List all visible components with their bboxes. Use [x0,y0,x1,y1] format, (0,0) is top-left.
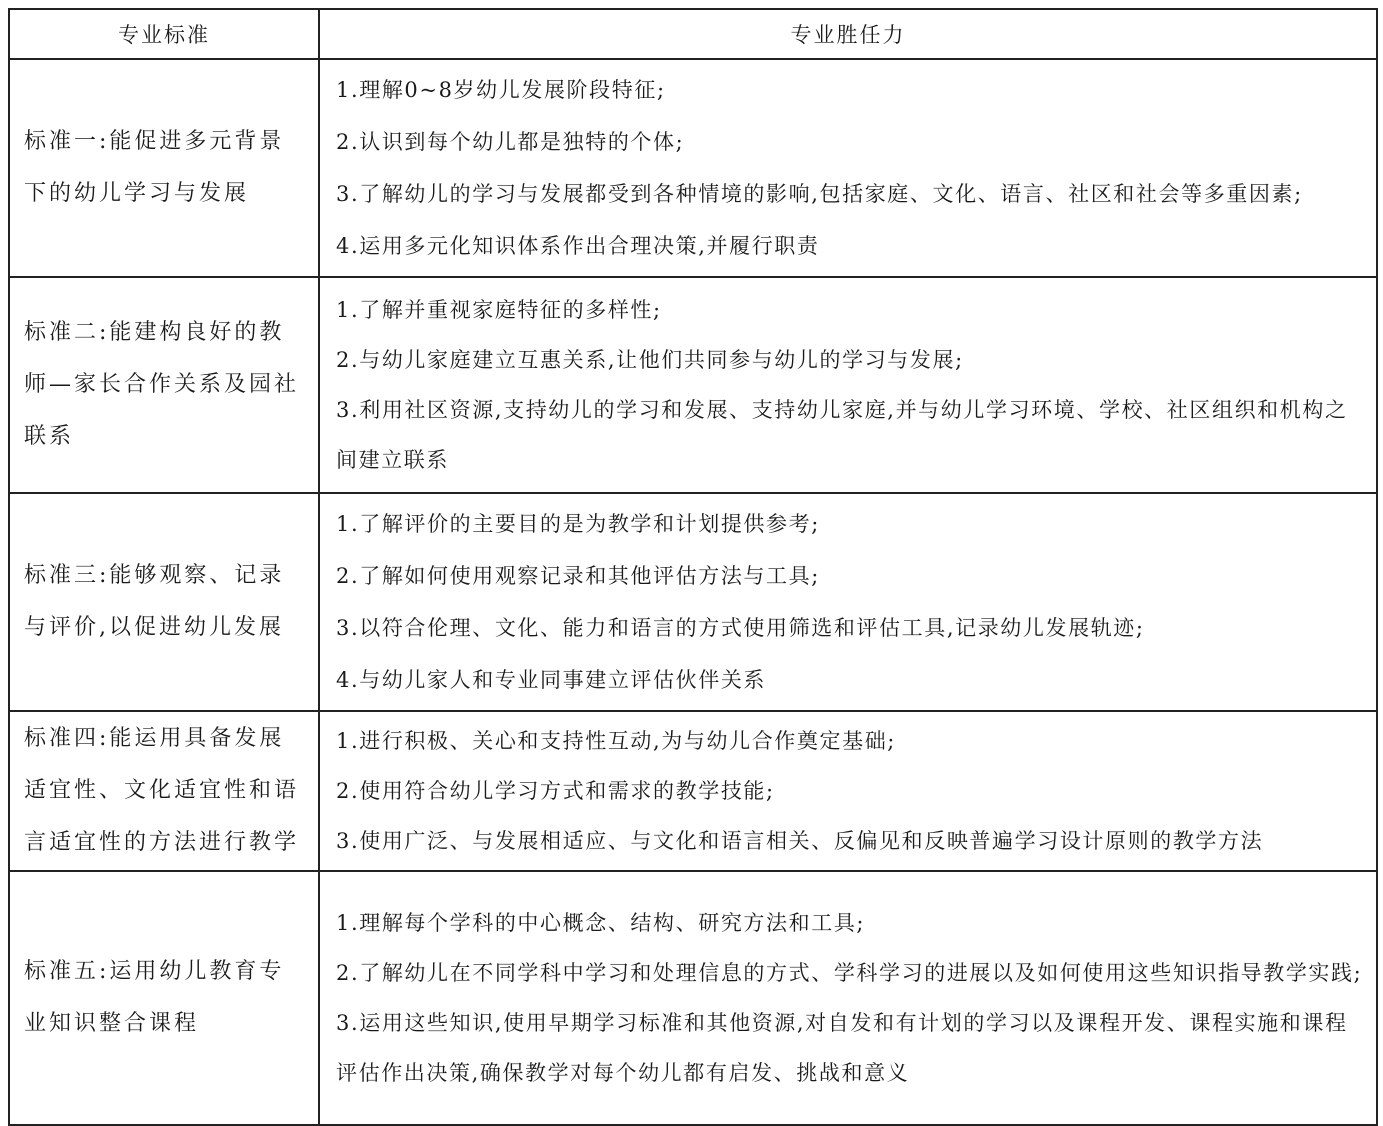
competency-item: 1.理解每个学科的中心概念、结构、研究方法和工具; [336,911,866,935]
competency-item: 3.了解幼儿的学习与发展都受到各种情境的影响,包括家庭、文化、语言、社区和社会等多重因素; [336,182,1303,206]
competency-item: 4.与幼儿家人和专业同事建立评估伙伴关系 [336,668,767,692]
competency-cell [319,711,1377,871]
competency-item: 1.理解0~8岁幼儿发展阶段特征; [336,78,666,102]
competency-item: 3.利用社区资源,支持幼儿的学习和发展、支持幼儿家庭,并与幼儿学习环境、学校、社区组织和机构之间建立联系 [336,398,1348,472]
table-row [9,277,1377,493]
header-competency: 专业胜任力 [319,9,1377,59]
competency-cell [319,871,1377,1125]
competency-item: 3.运用这些知识,使用早期学习标准和其他资源,对自发和有计划的学习以及课程开发、课程实施和课程评估作出决策,确保教学对每个幼儿都有启发、挑战和意义 [336,1011,1348,1085]
competency-item: 2.认识到每个幼儿都是独特的个体; [336,130,685,154]
standard-cell: 标准一:能促进多元背景下的幼儿学习与发展 [9,59,319,277]
competency-cell [319,59,1377,277]
standard-cell: 标准二:能建构良好的教师—家长合作关系及园社联系 [9,277,319,493]
competency-item: 3.使用广泛、与发展相适应、与文化和语言相关、反偏见和反映普遍学习设计原则的教学方法 [336,829,1264,853]
competency-item: 2.与幼儿家庭建立互惠关系,让他们共同参与幼儿的学习与发展; [336,348,964,372]
standards-table [8,8,1378,1126]
header-standard: 专业标准 [9,9,319,59]
competency-item: 2.了解幼儿在不同学科中学习和处理信息的方式、学科学习的进展以及如何使用这些知识指导教学实践; [336,961,1363,985]
competency-item: 3.以符合伦理、文化、能力和语言的方式使用筛选和评估工具,记录幼儿发展轨迹; [336,616,1145,640]
competency-item: 2.使用符合幼儿学习方式和需求的教学技能; [336,779,775,803]
table-row [9,59,1377,277]
standard-cell: 标准三:能够观察、记录与评价,以促进幼儿发展 [9,493,319,711]
competency-item: 1.进行积极、关心和支持性互动,为与幼儿合作奠定基础; [336,729,896,753]
competency-item: 2.了解如何使用观察记录和其他评估方法与工具; [336,564,820,588]
table-row [9,871,1377,1125]
competency-cell [319,493,1377,711]
table-row [9,493,1377,711]
standards-document [8,8,1376,1126]
table-row [9,711,1377,871]
competency-item: 1.了解评价的主要目的是为教学和计划提供参考; [336,512,820,536]
competency-item: 4.运用多元化知识体系作出合理决策,并履行职责 [336,234,820,258]
header-row [9,9,1377,59]
competency-cell [319,277,1377,493]
standard-cell: 标准四:能运用具备发展适宜性、文化适宜性和语言适宜性的方法进行教学 [9,711,319,871]
standard-cell: 标准五:运用幼儿教育专业知识整合课程 [9,871,319,1125]
competency-item: 1.了解并重视家庭特征的多样性; [336,298,662,322]
